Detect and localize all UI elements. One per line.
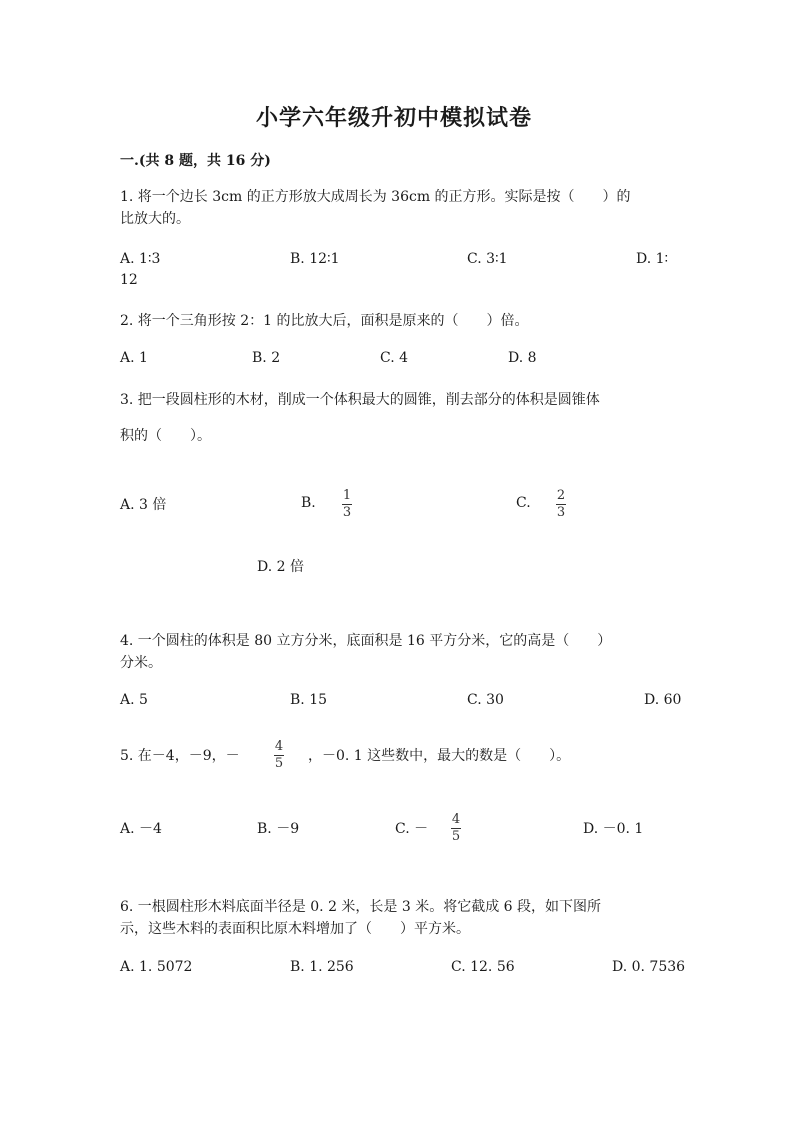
question-6-line-1: 6. 一根圆柱形木料底面半径是 0. 2 米，长是 3 米。将它截成 6 段，如下图所	[120, 899, 602, 915]
question-4-option-b[interactable]: B. 15	[290, 692, 328, 708]
question-6-option-b[interactable]: B. 1. 256	[290, 959, 354, 975]
question-3-option-a[interactable]: A. 3 倍	[120, 497, 167, 513]
page-title: 小学六年级升初中模拟试卷	[256, 105, 533, 131]
question-3-option-c[interactable]: C.	[516, 495, 531, 511]
question-5-option-c-fraction	[451, 813, 461, 844]
question-1-option-d-continued: 12	[120, 272, 138, 288]
question-5-fraction	[274, 740, 284, 771]
question-1-option-a[interactable]: A. 1∶3	[120, 251, 161, 267]
question-3-line-2: 积的（ ）。	[120, 428, 211, 444]
question-6-option-c[interactable]: C. 12. 56	[451, 959, 515, 975]
question-2-text: 2. 将一个三角形按 2：1 的比放大后，面积是原来的（ ）倍。	[120, 313, 529, 329]
fraction-numerator: 1	[342, 488, 352, 503]
question-1-option-c[interactable]: C. 3∶1	[467, 251, 508, 267]
question-3-option-d[interactable]: D. 2 倍	[257, 559, 304, 575]
question-4-option-c[interactable]: C. 30	[467, 692, 504, 708]
question-5-option-b[interactable]: B. －9	[257, 821, 300, 837]
question-1-line-1: 1. 将一个边长 3cm 的正方形放大成周长为 36cm 的正方形。实际是按（ ）的	[120, 189, 631, 205]
question-3-option-b[interactable]: B.	[301, 495, 316, 511]
question-1-option-d[interactable]: D. 1∶	[636, 251, 669, 267]
fraction-denominator: 3	[342, 505, 352, 520]
question-5-option-a[interactable]: A. －4	[120, 821, 162, 837]
question-3-option-c-fraction	[556, 489, 566, 520]
section-heading: 一.(共 8 题，共 16 分)	[120, 153, 271, 169]
question-4-line-1: 4. 一个圆柱的体积是 80 立方分米，底面积是 16 平方分米，它的高是（ ）	[120, 633, 612, 649]
question-3-line-1: 3. 把一段圆柱形的木材，削成一个体积最大的圆锥，削去部分的体积是圆锥体	[120, 392, 600, 408]
fraction-denominator: 3	[556, 505, 566, 520]
question-2-option-a[interactable]: A. 1	[120, 350, 148, 366]
question-2-option-d[interactable]: D. 8	[508, 350, 537, 366]
question-1-option-b[interactable]: B. 12∶1	[290, 251, 340, 267]
question-2-option-c[interactable]: C. 4	[380, 350, 409, 366]
question-5-option-d[interactable]: D. －0. 1	[583, 821, 644, 837]
fraction-numerator: 4	[274, 739, 284, 754]
question-5-option-c[interactable]: C. －	[395, 821, 429, 837]
question-6-line-2: 示，这些木料的表面积比原木料增加了（ ）平方米。	[120, 921, 470, 937]
question-6-option-d[interactable]: D. 0. 7536	[612, 959, 686, 975]
fraction-denominator: 5	[451, 829, 461, 844]
question-4-option-a[interactable]: A. 5	[120, 692, 148, 708]
question-1-line-2: 比放大的。	[120, 211, 190, 227]
question-4-option-d[interactable]: D. 60	[644, 692, 682, 708]
fraction-numerator: 4	[451, 812, 461, 827]
question-5-text-post: ，－0. 1 这些数中，最大的数是（ ）。	[308, 748, 571, 764]
question-2-option-b[interactable]: B. 2	[252, 350, 281, 366]
fraction-numerator: 2	[556, 488, 566, 503]
question-3-option-b-fraction	[342, 489, 352, 520]
fraction-denominator: 5	[274, 756, 284, 771]
question-6-option-a[interactable]: A. 1. 5072	[120, 959, 193, 975]
question-5-text-pre: 5. 在－4，－9，－	[120, 748, 240, 764]
question-4-line-2: 分米。	[120, 655, 162, 671]
